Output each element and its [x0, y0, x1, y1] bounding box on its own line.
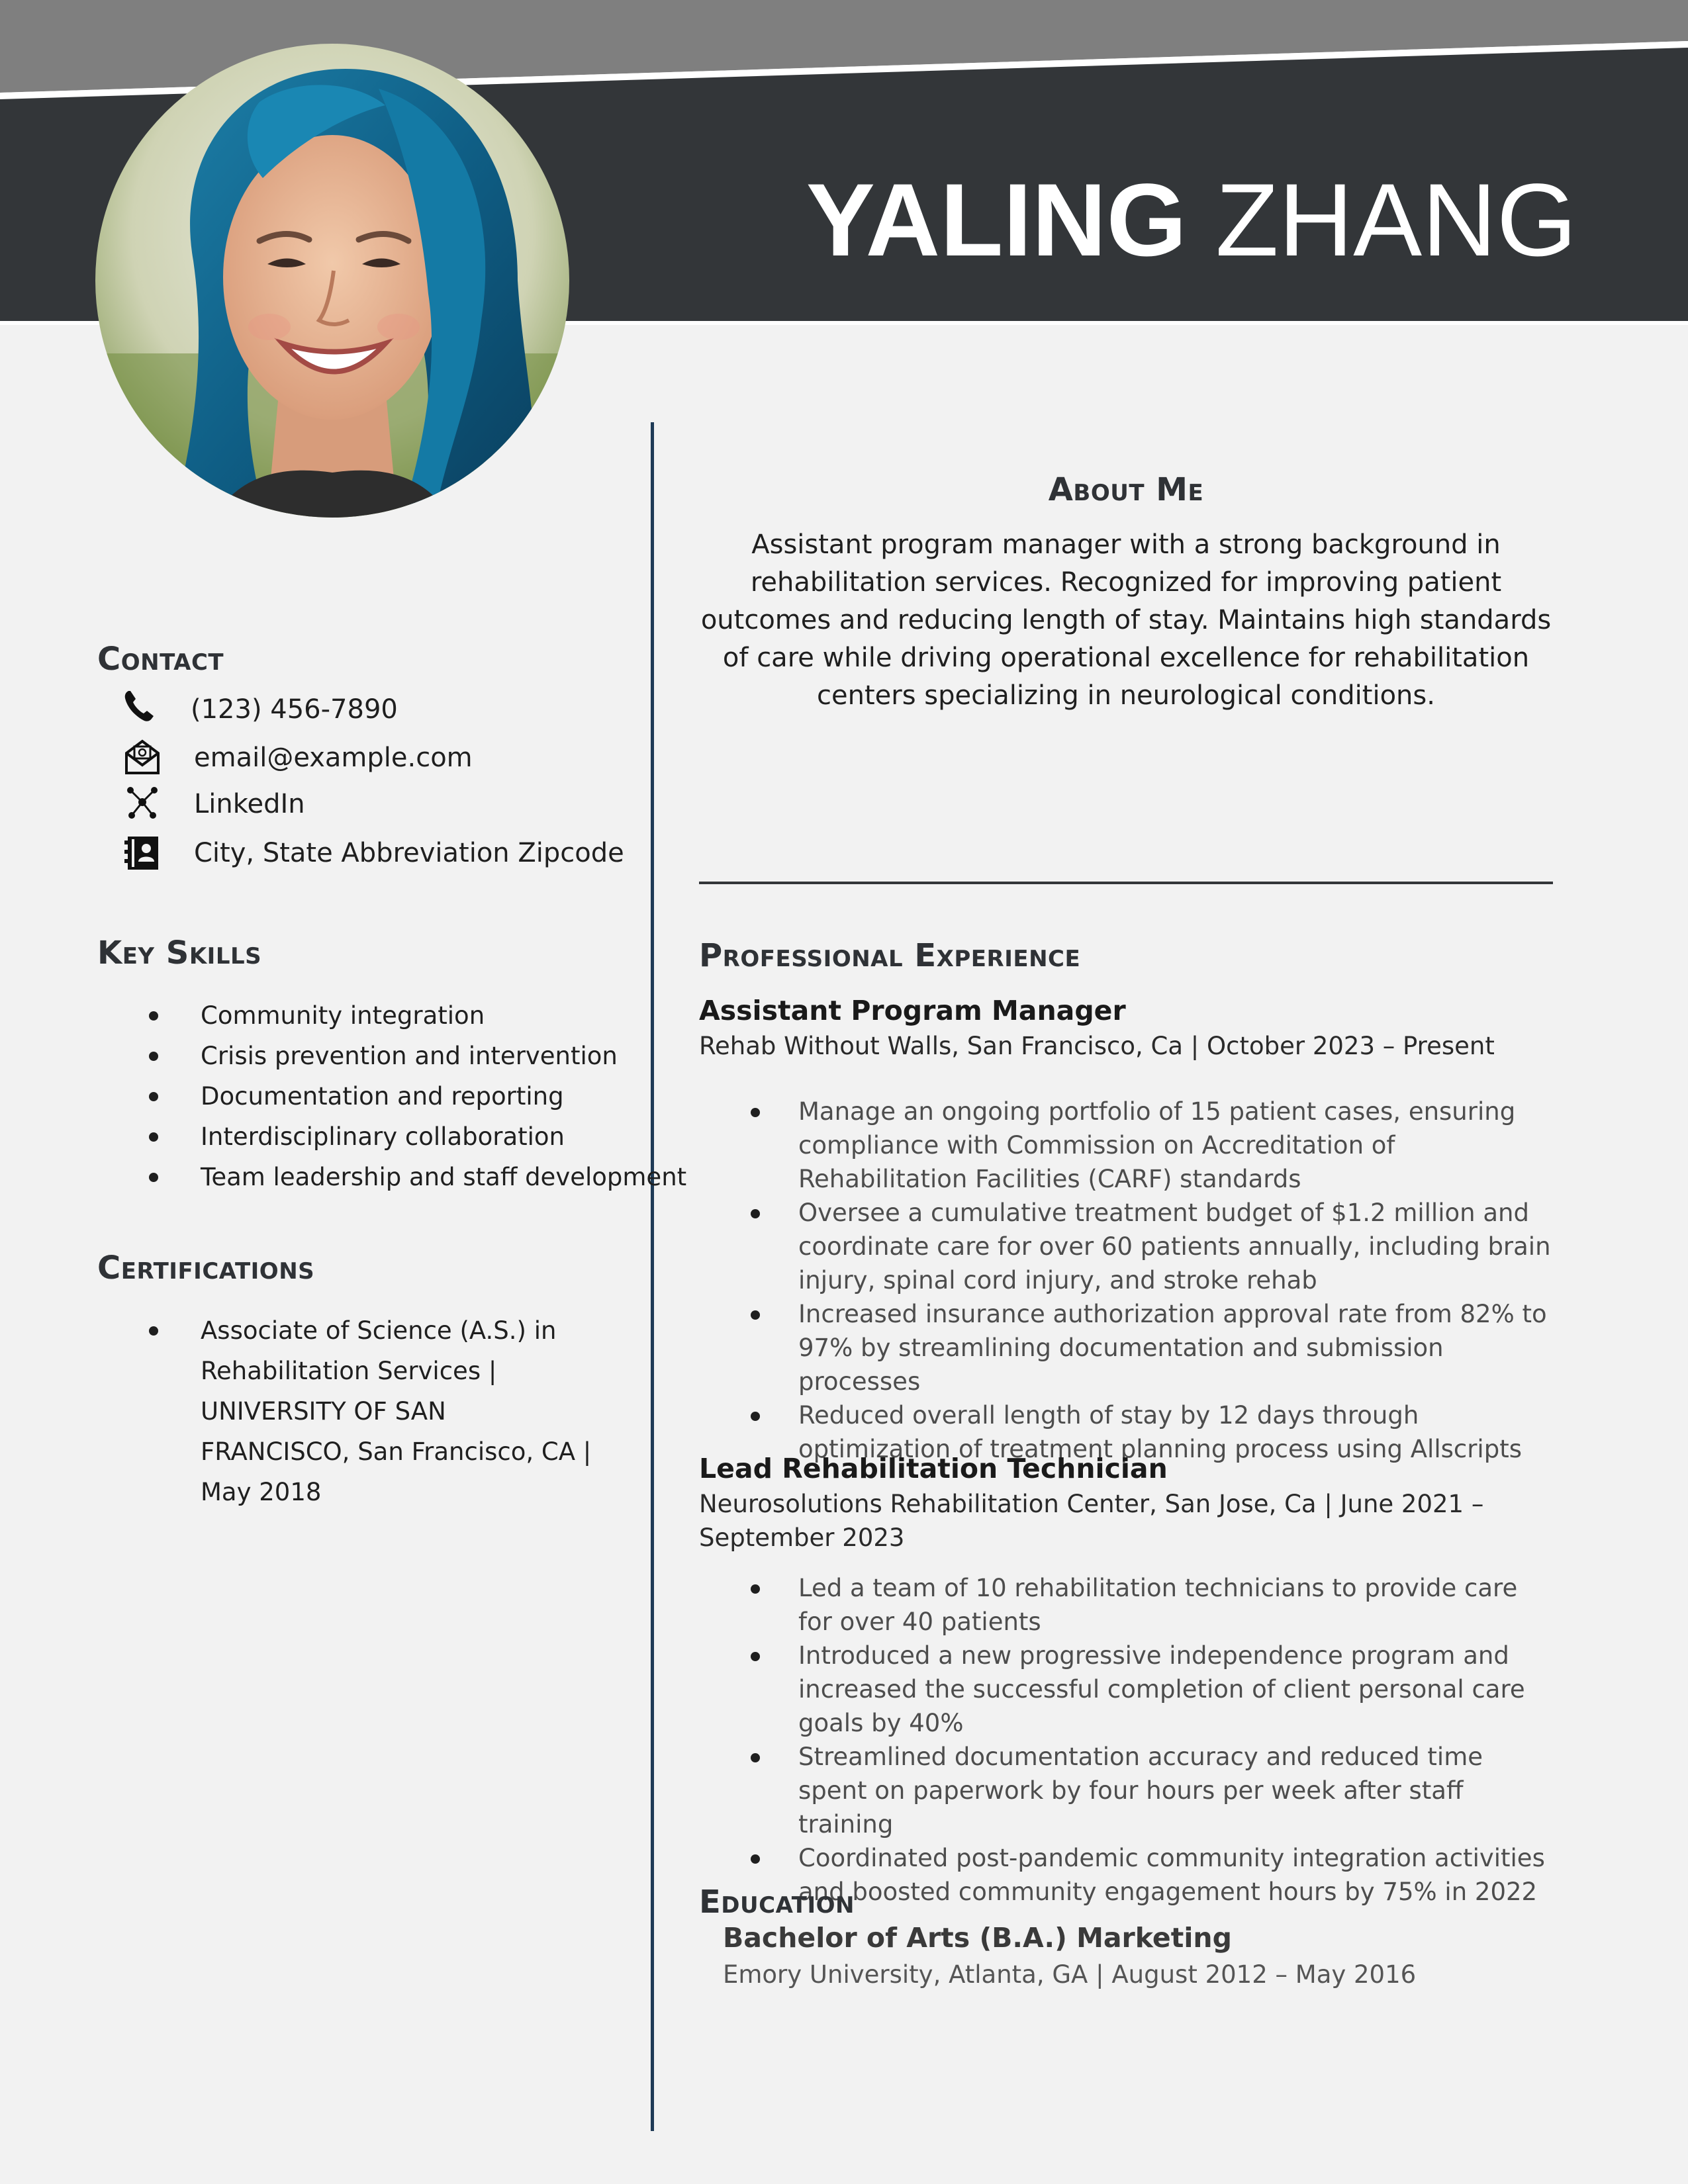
- job-bullet: [699, 1639, 1553, 1740]
- bullet-text: Streamlined documentation accuracy and reduced time spent on paperwork by four hours per week after staff training: [798, 1743, 1483, 1839]
- skill-text: Interdisciplinary collaboration: [201, 1122, 565, 1151]
- contact-phone: [122, 684, 652, 723]
- skill-text: Crisis prevention and intervention: [201, 1042, 618, 1070]
- profile-photo: [94, 42, 571, 519]
- education-degree: Bachelor of Arts (B.A.) Marketing: [723, 1922, 1232, 1954]
- job-bullet: [699, 1095, 1553, 1196]
- skill-text: Team leadership and staff development: [201, 1163, 687, 1191]
- bullet-text: Oversee a cumulative treatment budget of $1.2 million and coordinate care for over 60 patients annually, including brain injury, spinal cord injury, and stroke rehab: [798, 1199, 1551, 1295]
- column-divider: [651, 422, 654, 2131]
- address-book-icon: [122, 833, 162, 872]
- bullet-dot: [149, 1132, 158, 1142]
- job-title: Lead Rehabilitation Technician: [699, 1453, 1168, 1484]
- job-bullets: [699, 1571, 1553, 1909]
- bullet-dot: [149, 1052, 158, 1061]
- bullet-text: Led a team of 10 rehabilitation technicians to provide care for over 40 patients: [798, 1574, 1518, 1636]
- job-title: Assistant Program Manager: [699, 995, 1126, 1026]
- job-bullet: [699, 1740, 1553, 1841]
- about-heading: About Me: [1048, 471, 1204, 508]
- email-text[interactable]: email@example.com: [194, 743, 473, 773]
- bullet-dot: [751, 1854, 760, 1864]
- bullet-text: Coordinated post-pandemic community integration activities and boosted community engagement hours by 75% in 2022: [798, 1844, 1545, 1906]
- certifications-heading: Certifications: [97, 1250, 315, 1287]
- bullet-dot: [149, 1011, 158, 1021]
- last-name: ZHANG: [1215, 163, 1577, 278]
- bullet-dot: [149, 1326, 158, 1336]
- bullet-dot: [751, 1753, 760, 1762]
- skill-text: Community integration: [201, 1001, 485, 1030]
- skill-item: [149, 1076, 686, 1116]
- bullet-text: Introduced a new progressive independence program and increased the successful completion of client personal care goals by 40%: [798, 1641, 1525, 1737]
- contact-address: [122, 833, 652, 872]
- email-icon: [122, 737, 162, 777]
- skill-item: [149, 1116, 686, 1157]
- bullet-dot: [751, 1310, 760, 1320]
- certification-text: Associate of Science (A.S.) in Rehabilitation Services | UNIVERSITY OF SAN FRANCISCO, San Francisco, CA | May 2018: [201, 1316, 592, 1506]
- bullet-dot: [751, 1209, 760, 1218]
- education-heading: Education: [699, 1884, 855, 1921]
- linkedin-link[interactable]: LinkedIn: [194, 789, 305, 819]
- job-meta: Rehab Without Walls, San Francisco, Ca | October 2023 – Present: [699, 1032, 1495, 1060]
- bullet-dot: [751, 1412, 760, 1421]
- bullet-text: Manage an ongoing portfolio of 15 patient cases, ensuring compliance with Commission on Accreditation of Rehabilitation Facilities (CARF) standards: [798, 1097, 1516, 1193]
- skill-item: [149, 995, 686, 1036]
- candidate-name: [761, 164, 1622, 277]
- job-bullet: [699, 1297, 1553, 1398]
- job-bullet: [699, 1571, 1553, 1639]
- phone-text: (123) 456-7890: [191, 694, 398, 725]
- certification-item: [149, 1310, 598, 1512]
- skills-heading: Key Skills: [97, 934, 262, 972]
- skills-list: [149, 995, 686, 1197]
- education-meta: Emory University, Atlanta, GA | August 2012 – May 2016: [723, 1960, 1417, 1989]
- phone-icon: [119, 687, 159, 727]
- contact-email: [122, 737, 652, 777]
- skill-text: Documentation and reporting: [201, 1082, 564, 1111]
- skill-item: [149, 1036, 686, 1076]
- skill-item: [149, 1157, 686, 1197]
- bullet-dot: [149, 1173, 158, 1182]
- contact-linkedin: [122, 784, 652, 823]
- bullet-dot: [751, 1652, 760, 1661]
- job-bullet: [699, 1196, 1553, 1297]
- bullet-text: Increased insurance authorization approval rate from 82% to 97% by streamlining documentation and submission processes: [798, 1300, 1547, 1396]
- experience-heading: Professional Experience: [699, 937, 1081, 974]
- contact-heading: Contact: [97, 641, 224, 678]
- first-name: YALING: [806, 163, 1187, 278]
- section-divider: [699, 882, 1553, 884]
- job-bullets: [699, 1095, 1553, 1466]
- certifications-list: [149, 1310, 598, 1512]
- bullet-text: Reduced overall length of stay by 12 days through optimization of treatment planning process using Allscripts: [798, 1401, 1522, 1463]
- about-text: Assistant program manager with a strong background in rehabilitation services. Recognized for improving patient outcomes and reducing length of stay. Maintains high standards of care while driving operational excellence for rehabilitation centers specializing in neurological conditions.: [700, 529, 1552, 711]
- bullet-dot: [751, 1584, 760, 1594]
- bullet-dot: [149, 1092, 158, 1101]
- bullet-dot: [751, 1108, 760, 1117]
- job-meta: Neurosolutions Rehabilitation Center, San Jose, Ca | June 2021 – September 2023: [699, 1490, 1484, 1552]
- address-text: City, State Abbreviation Zipcode: [194, 838, 624, 868]
- network-icon: [122, 784, 162, 823]
